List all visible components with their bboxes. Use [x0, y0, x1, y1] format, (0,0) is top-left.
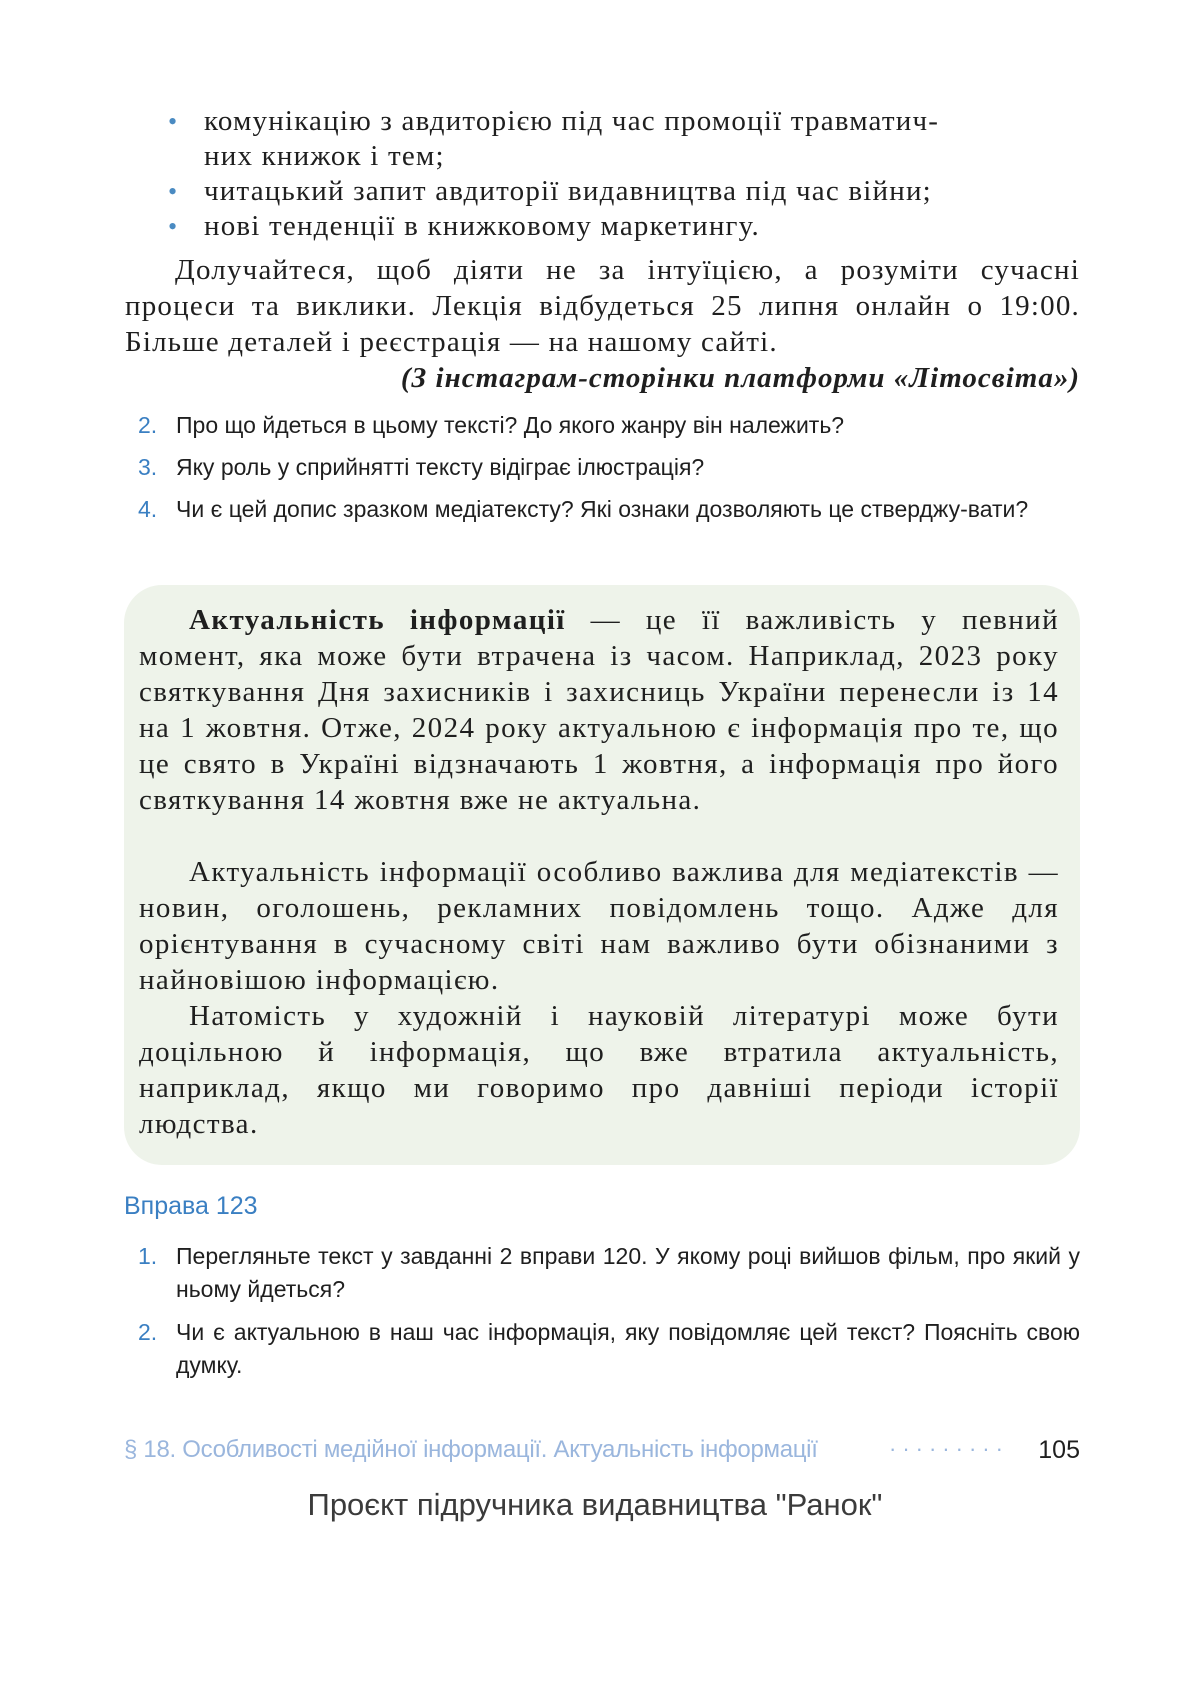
question-text: Про що йдеться в цьому тексті? До якого жанру він належить?: [176, 412, 845, 438]
body-paragraph: Долучайтеся, щоб діяти не за інтуїцією, а розуміти сучасні процеси та виклики. Лекція відбудеться 25 липня онлайн о 19:00. Більше деталей і реєстрація — на нашому сайті.: [125, 254, 1080, 358]
box-paragraph: Актуальність інформації особливо важлива для медіатекстів — новин, оголошень, рекламних повідомлень тощо. Адже для орієнтування в сучасному світі нам важливо бути обізнаними з найновішою інформацією.: [139, 856, 1059, 996]
question-item: [138, 493, 1080, 526]
task-text: Чи є актуальною в наш час інформація, яку повідомляє цей текст? Поясніть свою думку.: [176, 1319, 1080, 1378]
question-item: [138, 409, 1080, 442]
definition-paragraph: [139, 602, 1059, 818]
question-text: Чи є цей допис зразком медіатексту? Які ознаки дозволяють це стверджу-вати?: [176, 496, 1029, 522]
definition-box: [124, 585, 1080, 1165]
page-number: 105: [1038, 1436, 1080, 1464]
bullet-text: нові тенденції в книжковому маркетингу.: [204, 210, 760, 242]
list-item: [168, 209, 1080, 244]
bullet-text: читацький запит авдиторії видавництва під час війни;: [204, 175, 932, 207]
page-footer: [124, 1436, 1080, 1472]
task-item: [138, 1316, 1080, 1382]
definition-text: — це її важливість у певний момент, яка може бути втрачена із часом. Наприклад, 2023 року святкування Дня захисників і захисниць України перенесли із 14 на 1 жовтня. Отже, 2024 року актуальною є інформація про те, що це свято в Україні відзначають 1 жовтня, а інформація про його святкування 14 жовтня вже не актуальна.: [139, 604, 1059, 816]
bullet-dot-icon: •: [168, 177, 179, 206]
question-item: [138, 451, 1080, 484]
list-item: [168, 104, 1080, 174]
question-text: Яку роль у сприйнятті тексту відіграє ілюстрація?: [176, 454, 705, 480]
task-item: [138, 1240, 1080, 1306]
task-number: 1.: [138, 1243, 158, 1269]
exercise-task-list: [138, 1240, 1080, 1382]
bullet-dot-icon: •: [168, 107, 179, 136]
bullet-text: них книжок і тем;: [204, 140, 445, 172]
source-citation: (З інстаграм-сторінки платформи «Літосвіта»): [400, 362, 1080, 394]
publisher-note: Проєкт підручника видавництва "Ранок": [307, 1487, 883, 1522]
question-number: 2.: [138, 412, 158, 438]
box-paragraph: Натомість у художній і науковій літературі може бути доцільною й інформація, що вже втратила актуальність, наприклад, якщо ми говоримо про давніші періоди історії людства.: [139, 1000, 1059, 1140]
footer-section-title: § 18. Особливості медійної інформації. Актуальність інформації: [124, 1436, 818, 1463]
question-number: 4.: [138, 496, 158, 522]
bullet-dot-icon: •: [168, 212, 179, 241]
question-number: 3.: [138, 454, 158, 480]
exercise-title: Вправа 123: [124, 1192, 258, 1220]
bullet-list: [168, 104, 1080, 244]
task-number: 2.: [138, 1319, 158, 1345]
question-list: [138, 409, 1080, 526]
footer-dots: ·········: [889, 1436, 1009, 1461]
task-text: Перегляньте текст у завданні 2 вправи 120. У якому році вийшов фільм, про який у ньому йдеться?: [176, 1243, 1080, 1302]
bullet-text: комунікацію з авдиторією під час промоції травматич-: [204, 105, 940, 137]
list-item: [168, 174, 1080, 209]
definition-term: Актуальність інформації: [189, 604, 566, 636]
